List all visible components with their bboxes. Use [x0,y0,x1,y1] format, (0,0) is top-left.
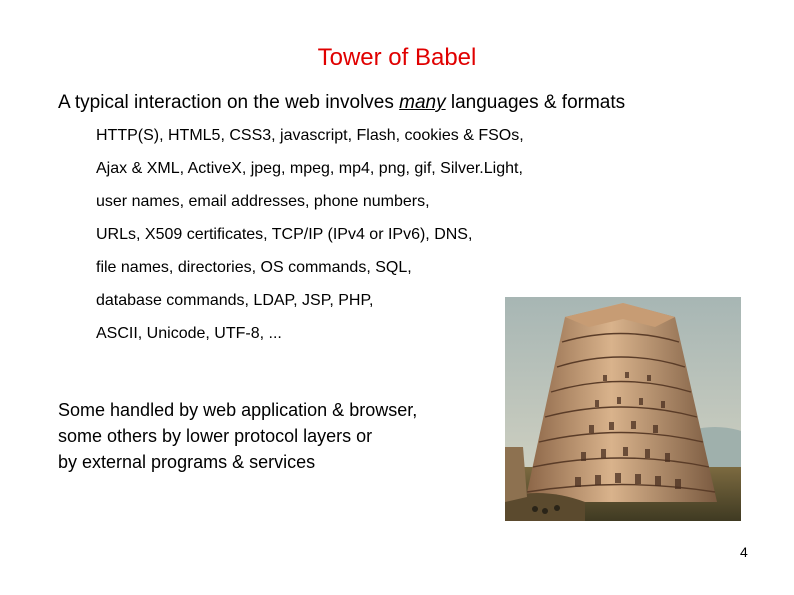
summary-line: some others by lower protocol layers or [58,426,373,446]
list-item: ASCII, Unicode, UTF-8, ... [96,325,282,342]
summary-text [58,397,417,475]
list-item: file names, directories, OS commands, SQL, [96,259,412,276]
intro-before: A typical interaction on the web involves [58,92,400,113]
intro-after: languages & formats [445,92,626,113]
page-number: 4 [740,544,748,560]
intro-text [58,92,625,114]
slide-title: Tower of Babel [317,44,477,71]
summary-line: Some handled by web application & browser, [58,400,418,420]
tower-of-babel-painting [505,297,741,521]
list-item: user names, email addresses, phone numbers, [96,193,430,210]
list-item: Ajax & XML, ActiveX, jpeg, mpeg, mp4, png, gif, Silver.Light, [96,160,523,177]
list-item: database commands, LDAP, JSP, PHP, [96,292,374,309]
intro-emphasis: many [399,92,446,113]
list-item: HTTP(S), HTML5, CSS3, javascript, Flash, cookies & FSOs, [96,127,524,144]
list-item: URLs, X509 certificates, TCP/IP (IPv4 or IPv6), DNS, [96,226,473,243]
summary-line: by external programs & services [58,452,316,472]
format-list [96,125,524,356]
